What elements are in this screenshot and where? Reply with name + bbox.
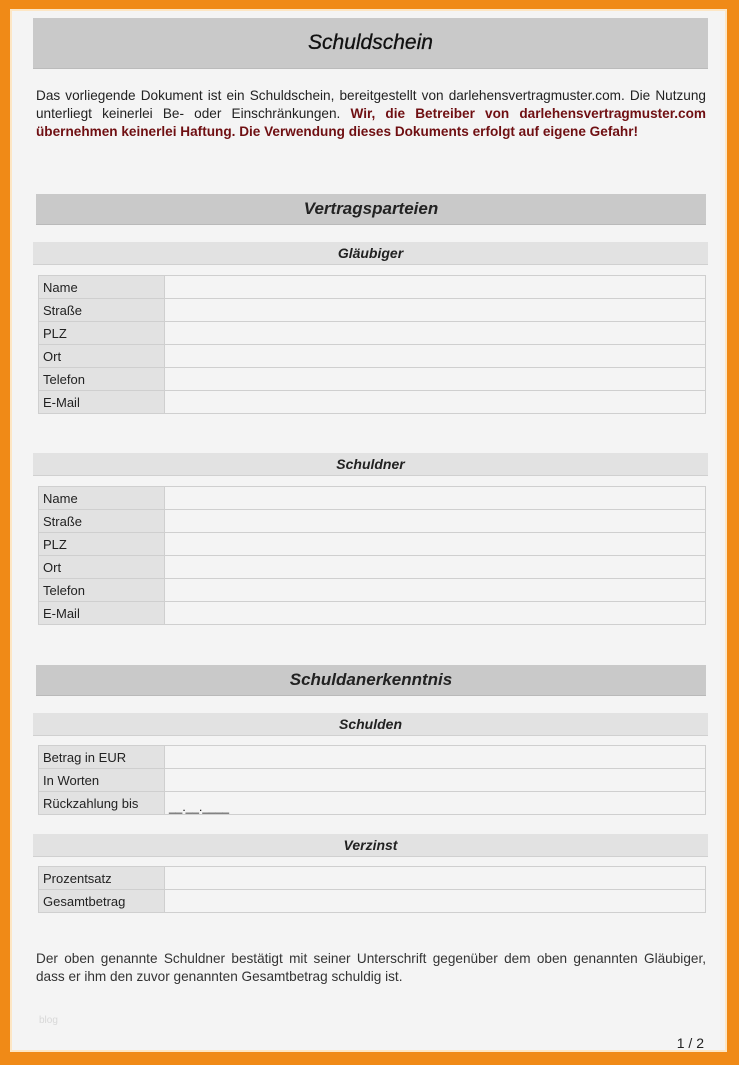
field-label: Prozentsatz (39, 867, 165, 890)
table-row (39, 533, 706, 556)
document-title: Schuldschein (33, 18, 708, 69)
creditor-phone-field[interactable] (165, 368, 706, 391)
debts-table (38, 745, 706, 815)
repayment-date-field[interactable] (165, 792, 706, 815)
table-row (39, 602, 706, 625)
table-row (39, 299, 706, 322)
field-label: Name (39, 276, 165, 299)
date-placeholder: __.__.____ (169, 799, 230, 814)
debtor-table (38, 486, 706, 625)
field-label: Name (39, 487, 165, 510)
field-label: Rückzahlung bis (39, 792, 165, 815)
table-row (39, 487, 706, 510)
table-row (39, 890, 706, 913)
table-row (39, 276, 706, 299)
creditor-street-field[interactable] (165, 299, 706, 322)
creditor-zip-field[interactable] (165, 322, 706, 345)
amount-eur-field[interactable] (165, 746, 706, 769)
field-label: PLZ (39, 322, 165, 345)
debtor-city-field[interactable] (165, 556, 706, 579)
field-label: In Worten (39, 769, 165, 792)
intro-paragraph (36, 87, 706, 141)
debtor-phone-field[interactable] (165, 579, 706, 602)
field-label: Telefon (39, 368, 165, 391)
field-label: PLZ (39, 533, 165, 556)
table-row (39, 391, 706, 414)
closing-statement: Der oben genannte Schuldner bestätigt mit seiner Unterschrift gegenüber dem oben genannten Gläubiger, dass er ihm den zuvor genannten Gesamtbetrag schuldig ist. (36, 951, 706, 984)
field-label: Straße (39, 510, 165, 533)
field-label: Betrag in EUR (39, 746, 165, 769)
field-label: E-Mail (39, 391, 165, 414)
field-label: Straße (39, 299, 165, 322)
creditor-table (38, 275, 706, 414)
table-row (39, 322, 706, 345)
watermark: blog (39, 1015, 58, 1026)
interest-rate-field[interactable] (165, 867, 706, 890)
page-number: 1 / 2 (676, 1035, 704, 1051)
section-header-parties: Vertragsparteien (36, 194, 706, 225)
field-label: E-Mail (39, 602, 165, 625)
debtor-street-field[interactable] (165, 510, 706, 533)
table-row (39, 867, 706, 890)
table-row (39, 556, 706, 579)
table-row (39, 345, 706, 368)
subsection-header-interest: Verzinst (33, 834, 708, 857)
table-row (39, 769, 706, 792)
intro-text: Das vorliegende Dokument ist ein Schuldschein, bereitgestellt von darlehensvertragmuster.com. Die Nutzung unterliegt keinerlei Be- oder Einschränkungen. (36, 88, 706, 121)
field-label: Ort (39, 556, 165, 579)
table-row (39, 510, 706, 533)
table-row (39, 368, 706, 391)
subsection-header-creditor: Gläubiger (33, 242, 708, 265)
total-amount-field[interactable] (165, 890, 706, 913)
debtor-email-field[interactable] (165, 602, 706, 625)
section-header-acknowledgement: Schuldanerkenntnis (36, 665, 706, 696)
liability-warning: Wir, die Betreiber von darlehensvertragmuster.com übernehmen keinerlei Haftung. Die Verwendung dieses Dokuments erfolgt auf eigene Gefahr! (36, 106, 706, 139)
creditor-city-field[interactable] (165, 345, 706, 368)
debtor-zip-field[interactable] (165, 533, 706, 556)
table-row (39, 579, 706, 602)
table-row (39, 792, 706, 815)
field-label: Ort (39, 345, 165, 368)
document-page (10, 9, 727, 1052)
debtor-name-field[interactable] (165, 487, 706, 510)
table-row (39, 746, 706, 769)
field-label: Gesamtbetrag (39, 890, 165, 913)
subsection-header-debts: Schulden (33, 713, 708, 736)
subsection-header-debtor: Schuldner (33, 453, 708, 476)
creditor-email-field[interactable] (165, 391, 706, 414)
creditor-name-field[interactable] (165, 276, 706, 299)
amount-words-field[interactable] (165, 769, 706, 792)
field-label: Telefon (39, 579, 165, 602)
interest-table (38, 866, 706, 913)
